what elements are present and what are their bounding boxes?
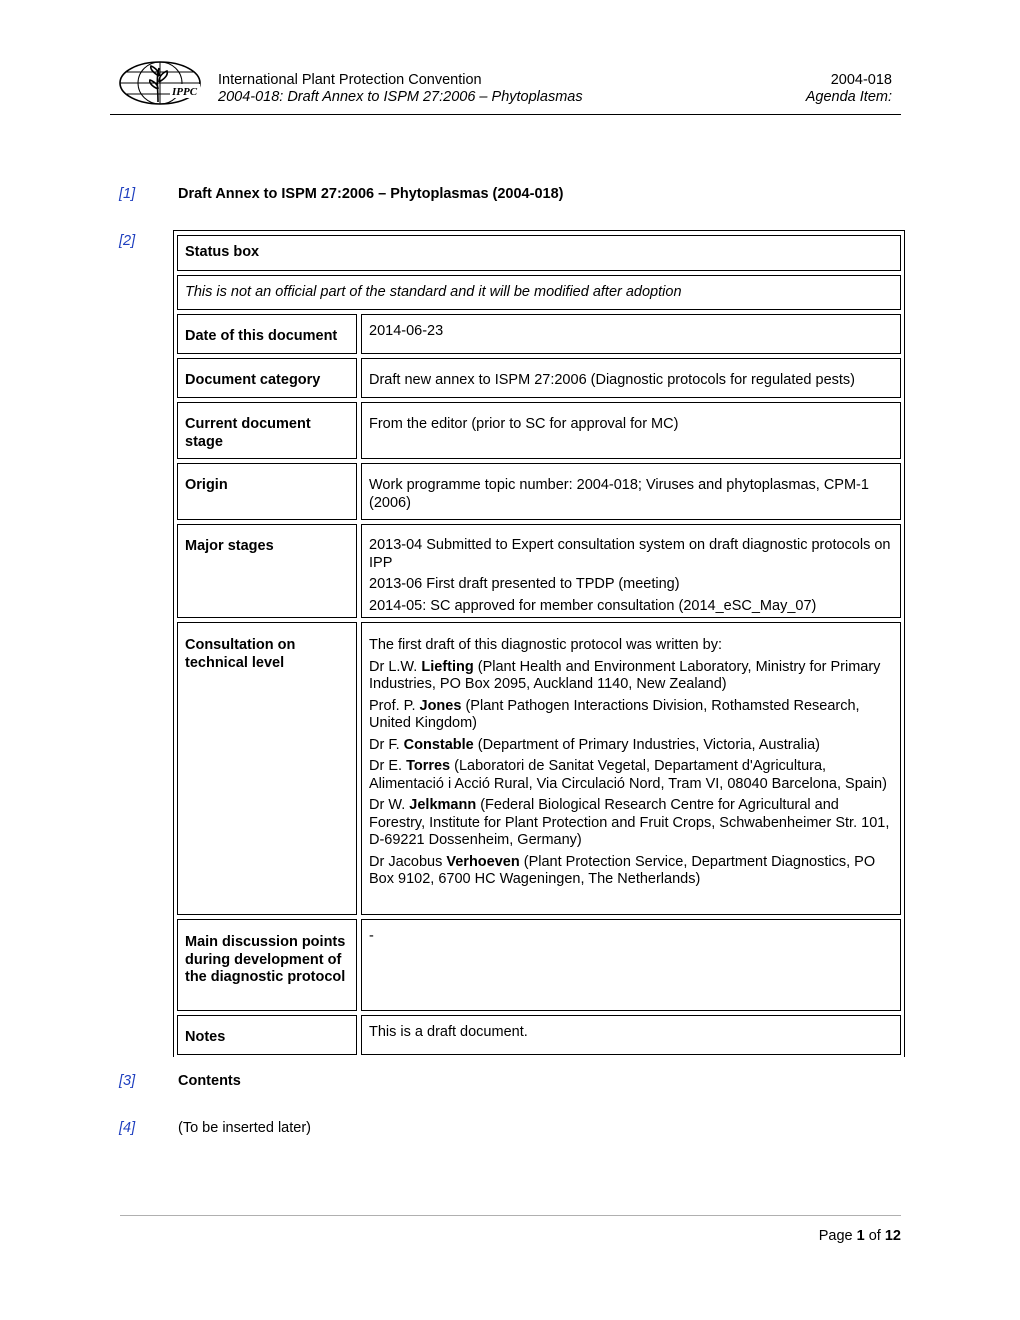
- label-consultation: Consultation on technical level: [177, 622, 357, 915]
- paragraph-number: [4]: [119, 1120, 136, 1136]
- author-entry: Dr F. Constable (Department of Primary Industries, Victoria, Australia): [369, 736, 820, 753]
- author-entry: Prof. P. Jones (Plant Pathogen Interactions Division, Rothamsted Research, United Kingdom): [369, 697, 860, 731]
- logo-text: IPPC: [172, 86, 198, 98]
- major-stage-line: 2014-05: SC approved for member consultation (2014_eSC_May_07): [369, 597, 817, 614]
- value-discussion: -: [361, 919, 901, 1011]
- value-notes: This is a draft document.: [361, 1015, 901, 1055]
- label-discussion: Main discussion points during development of the diagnostic protocol: [177, 919, 357, 1011]
- value-stage: From the editor (prior to SC for approval for MC): [361, 402, 901, 459]
- header-subtitle: 2004-018: Draft Annex to ISPM 27:2006 – Phytoplasmas: [218, 89, 583, 105]
- paragraph-number: [3]: [119, 1073, 136, 1089]
- value-origin: Work programme topic number: 2004-018; Viruses and phytoplasmas, CPM-1 (2006): [361, 463, 901, 520]
- author-entry: Dr E. Torres (Laboratori de Sanitat Vegetal, Departament d'Agricultura, Alimentació i Acció Rural, Via Circulació Nord, Tram VI, 08040 Barcelona, Spain): [369, 758, 887, 792]
- value-major-stages: [361, 524, 901, 618]
- paragraph-number: [1]: [119, 186, 136, 202]
- header-divider: [110, 114, 901, 115]
- status-table: [173, 230, 905, 1057]
- page-number: Page 1 of 12: [818, 1228, 901, 1244]
- header-organization: International Plant Protection Convention: [218, 72, 482, 88]
- author-entry: Dr L.W. Liefting (Plant Health and Environment Laboratory, Ministry for Primary Industries, PO Box 2095, Auckland 1140, New Zealand): [369, 658, 881, 692]
- label-stage: Current document stage: [177, 402, 357, 459]
- label-date: Date of this document: [177, 314, 357, 354]
- header-agenda: Agenda Item:: [805, 89, 892, 105]
- contents-heading: Contents: [178, 1073, 241, 1089]
- header-doc-code: 2004-018: [830, 72, 892, 88]
- status-box-title: Status box: [177, 235, 901, 271]
- value-date: 2014-06-23: [361, 314, 901, 354]
- document-title: Draft Annex to ISPM 27:2006 – Phytoplasmas (2004-018): [178, 186, 564, 202]
- label-category: Document category: [177, 358, 357, 398]
- value-category: Draft new annex to ISPM 27:2006 (Diagnostic protocols for regulated pests): [361, 358, 901, 398]
- footer-divider: [120, 1215, 901, 1216]
- major-stage-line: 2013-04 Submitted to Expert consultation system on draft diagnostic protocols on IPP: [369, 537, 891, 571]
- status-box-note: This is not an official part of the standard and it will be modified after adoption: [177, 275, 901, 310]
- author-entry: Dr W. Jelkmann (Federal Biological Research Centre for Agricultural and Forestry, Institute for Plant Protection and Fruit Crops, Schwabenheimer Str. 101, D-69221 Dossenheim, Germany): [369, 797, 890, 848]
- contents-placeholder: (To be inserted later): [178, 1120, 311, 1136]
- major-stage-line: 2013-06 First draft presented to TPDP (meeting): [369, 576, 680, 592]
- ippc-logo: [118, 58, 206, 108]
- paragraph-number: [2]: [119, 233, 136, 249]
- label-major-stages: Major stages: [177, 524, 357, 618]
- consultation-intro: The first draft of this diagnostic protocol was written by:: [369, 637, 722, 653]
- author-entry: Dr Jacobus Verhoeven (Plant Protection Service, Department Diagnostics, PO Box 9102, 6700 HC Wageningen, The Netherlands): [369, 853, 876, 887]
- label-notes: Notes: [177, 1015, 357, 1055]
- value-consultation: [361, 622, 901, 915]
- label-origin: Origin: [177, 463, 357, 520]
